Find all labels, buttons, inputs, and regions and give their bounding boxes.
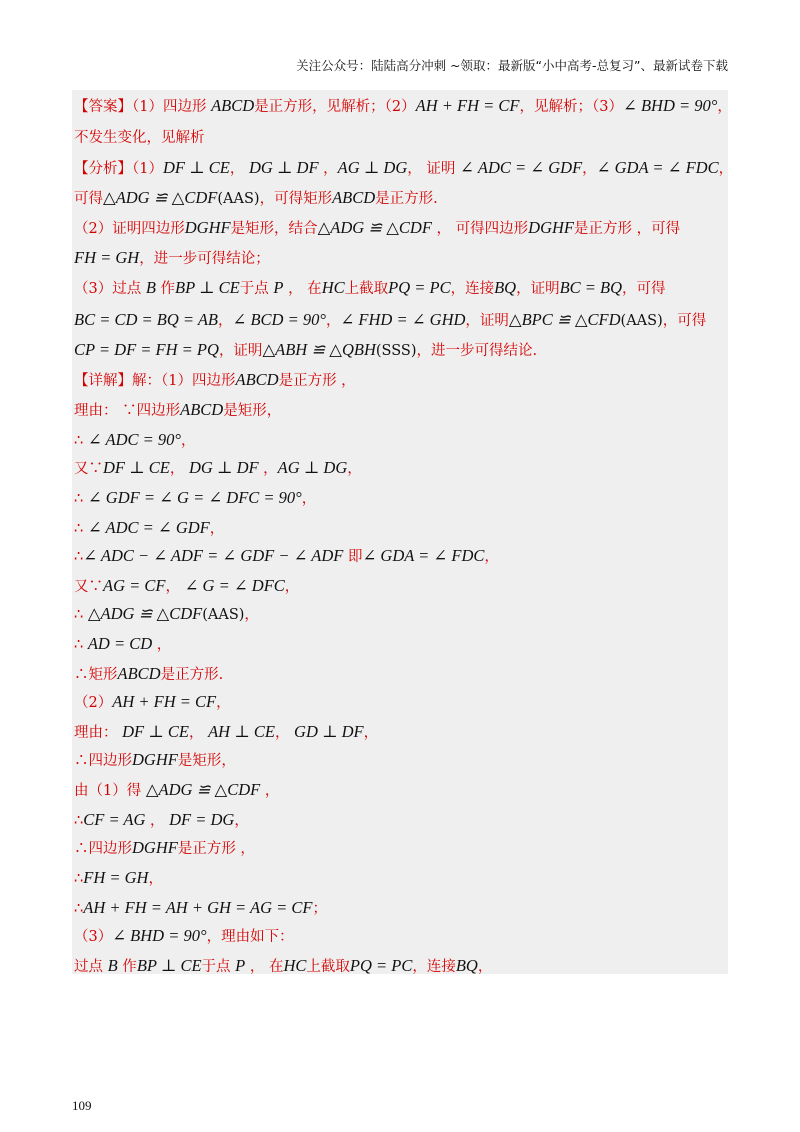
text-line — [74, 430, 195, 451]
text-run: ， — [218, 313, 233, 329]
page-number: 109 — [72, 1098, 92, 1113]
math-expression: ∠ GDA = ∠ FDC — [362, 546, 485, 565]
math-expression: ∠ GDF = ∠ G = ∠ DFC = 90° — [87, 488, 302, 507]
math-expression: HC — [283, 956, 307, 975]
text-run: ， — [274, 725, 295, 741]
math-expression: △BPC ≌ △CFD — [508, 310, 621, 329]
math-expression: BC = BQ — [559, 278, 623, 297]
text-run: 上截取 — [344, 281, 389, 297]
text-run: ，证明 — [465, 313, 509, 329]
text-run: ，可得 — [662, 313, 707, 329]
text-line — [74, 340, 537, 361]
solution-content — [72, 90, 734, 975]
text-run: ∴ — [74, 433, 88, 449]
math-expression: P — [235, 956, 246, 975]
math-expression: ABCD — [332, 188, 376, 207]
text-run: 又∵ — [74, 461, 103, 477]
text-line — [74, 956, 492, 977]
text-run: 可得 — [74, 191, 103, 207]
text-run: 上截取 — [306, 959, 350, 975]
text-line — [74, 576, 299, 597]
text-run: 于点 — [239, 281, 274, 297]
text-line — [74, 278, 666, 299]
math-expression: B — [145, 278, 156, 297]
text-line — [74, 96, 732, 117]
text-run: ∴四边形 — [74, 753, 132, 769]
text-run: ∴ — [74, 521, 88, 537]
text-run: ，证明 — [516, 281, 560, 297]
text-line — [74, 838, 255, 859]
text-run: 不发生变化，见解析 — [74, 130, 205, 146]
math-expression: BQ — [455, 956, 478, 975]
text-run: ，证明 — [218, 343, 263, 359]
math-expression: ABCD — [235, 370, 279, 389]
text-run: (AAS) — [620, 313, 663, 329]
text-line — [74, 370, 356, 391]
text-run: ∴ — [74, 637, 88, 653]
math-expression: ∠ BHD = 90° — [112, 926, 207, 945]
text-run: ，连接 — [412, 959, 456, 975]
text-run: ； — [312, 901, 327, 917]
text-run: 是正方形 ， — [177, 841, 255, 857]
math-expression: ABCD — [180, 400, 224, 419]
text-run: ， — [582, 161, 597, 177]
text-line — [74, 546, 499, 567]
text-run: 解：（1）四边形 — [132, 373, 236, 389]
text-run: ∴ — [74, 549, 84, 565]
math-expression: DGHF — [528, 218, 574, 237]
math-expression: PQ = PC — [388, 278, 451, 297]
text-run: 是矩形，结合 — [230, 221, 318, 237]
text-run: ， 证明 — [407, 161, 460, 177]
math-expression: △ADG ≌ △CDF — [103, 188, 218, 207]
math-expression: GD ⊥ DF — [294, 722, 364, 741]
text-line — [74, 248, 270, 269]
text-run: ， 在 — [283, 281, 322, 297]
text-run: 即 — [343, 549, 363, 565]
text-run: 是正方形 ， — [278, 373, 356, 389]
text-run: 作 — [155, 281, 176, 297]
text-run: ， 可得四边形 — [431, 221, 529, 237]
text-run: ， — [145, 813, 170, 829]
math-expression: DGHF — [132, 838, 178, 857]
text-run: ， — [148, 871, 163, 887]
math-expression: AG = CF — [103, 576, 166, 595]
text-run: ， — [260, 783, 280, 799]
math-expression: DF ⊥ CE — [103, 458, 170, 477]
math-expression: FH = GH — [83, 868, 149, 887]
text-run: 【详解】 — [74, 373, 132, 389]
text-run: ，可得 — [622, 281, 666, 297]
text-run: 由（1）得 — [74, 783, 146, 799]
text-run: ， — [216, 695, 231, 711]
text-run: ， — [325, 313, 341, 329]
text-run: ∴ — [74, 901, 84, 917]
text-run: ， 在 — [245, 959, 284, 975]
text-run: ， — [301, 491, 317, 507]
math-expression: ∠ BHD = 90° — [623, 96, 718, 115]
math-expression: AH + FH = CF — [112, 692, 217, 711]
text-run: ， — [234, 813, 249, 829]
text-line — [74, 634, 171, 655]
math-expression: FH = GH — [74, 248, 140, 267]
math-expression: △ABH ≌ △QBH — [262, 340, 376, 359]
math-expression: ∠ ADC = ∠ GDF — [459, 158, 583, 177]
text-run: ， — [363, 725, 379, 741]
text-line — [74, 188, 438, 209]
text-line — [74, 488, 316, 509]
math-expression: BP ⊥ CE — [175, 278, 240, 297]
text-line — [74, 692, 231, 713]
text-run: ， — [258, 461, 278, 477]
text-line — [74, 926, 294, 947]
text-run: ， — [244, 607, 259, 623]
text-line — [74, 898, 327, 919]
text-run: ， — [284, 579, 300, 595]
text-run: 理由： ∵四边形 — [74, 403, 181, 419]
math-expression: AG ⊥ DG — [337, 158, 408, 177]
text-run: ， — [347, 461, 362, 477]
math-expression: DF ⊥ CE — [162, 158, 230, 177]
text-run: 【答案】 — [74, 99, 132, 115]
text-line — [74, 458, 362, 479]
text-run: ， — [152, 637, 172, 653]
text-run: （3）过点 — [74, 281, 146, 297]
text-run: （1） — [132, 161, 163, 177]
math-expression: AG ⊥ DG — [277, 458, 348, 477]
math-expression: HC — [321, 278, 345, 297]
text-run: ∴矩形 — [74, 667, 118, 683]
text-line — [74, 218, 680, 239]
text-run: ， — [180, 433, 196, 449]
math-expression: ∠ ADC = ∠ GDF — [87, 518, 210, 537]
text-run: (AAS) — [202, 607, 245, 623]
text-line — [74, 810, 249, 831]
math-expression: ABCD — [117, 664, 161, 683]
text-line — [74, 518, 224, 539]
text-run: ， — [229, 161, 249, 177]
text-run: (AAS) — [217, 191, 260, 207]
text-run: 理由： — [74, 725, 123, 741]
math-expression: CP = DF = FH = PQ — [74, 340, 219, 359]
text-run: ， — [169, 461, 189, 477]
text-run: ，可得矩形 — [259, 191, 333, 207]
text-run: 【分析】 — [74, 161, 132, 177]
text-run: 又∵ — [74, 579, 103, 595]
text-run: 作 — [117, 959, 137, 975]
math-expression: ∠ BCD = 90° — [232, 310, 326, 329]
text-run: （3） — [74, 929, 113, 945]
text-run: ， — [717, 99, 732, 115]
math-expression: ∠ FHD = ∠ GHD — [340, 310, 466, 329]
text-line — [74, 400, 281, 421]
text-run: ， — [318, 161, 338, 177]
text-run: ∴四边形 — [74, 841, 132, 857]
text-run: ， — [188, 725, 209, 741]
text-run: 是正方形，见解析；（2） — [254, 99, 416, 115]
text-run: 于点 — [201, 959, 236, 975]
text-line — [74, 780, 279, 801]
text-run: (SSS) — [375, 343, 417, 359]
text-line — [74, 128, 205, 148]
text-run: 是矩形， — [223, 403, 282, 419]
math-expression: AH + FH = CF — [415, 96, 520, 115]
page-header: 关注公众号：陆陆高分冲刺 ~领取：最新版“小中高考-总复习”、最新试卷下载 — [296, 58, 728, 73]
math-expression: ∠ G = ∠ DFC — [184, 576, 285, 595]
math-expression: B — [107, 956, 118, 975]
text-run: ，进一步可得结论； — [139, 251, 270, 267]
text-run: ∴ — [74, 813, 84, 829]
math-expression: AH ⊥ CE — [208, 722, 275, 741]
math-expression: ABCD — [211, 96, 255, 115]
math-expression: DGHF — [132, 750, 178, 769]
math-expression: BC = CD = BQ = AB — [74, 310, 219, 329]
text-run: ∴ — [74, 607, 88, 623]
text-run: （1）四边形 — [132, 99, 212, 115]
math-expression: DG ⊥ DF — [248, 158, 319, 177]
text-line — [74, 310, 706, 331]
math-expression: △ADG ≌ △CDF — [145, 780, 261, 799]
math-expression: CF = AG — [83, 810, 146, 829]
text-run: 是正方形. — [375, 191, 438, 207]
math-expression: DF ⊥ CE — [122, 722, 189, 741]
math-expression: BQ — [494, 278, 517, 297]
text-line — [74, 750, 236, 771]
text-run: 是正方形. — [160, 667, 224, 683]
text-run: （2）证明四边形 — [74, 221, 185, 237]
text-run: ，见解析；（3） — [519, 99, 623, 115]
math-expression: △ADG ≌ △CDF — [87, 604, 203, 623]
text-run: 过点 — [74, 959, 108, 975]
math-expression: PQ = PC — [349, 956, 413, 975]
text-run: ∴ — [74, 871, 84, 887]
text-run: ， — [165, 579, 185, 595]
text-run: ，理由如下： — [206, 929, 294, 945]
math-expression: BP ⊥ CE — [136, 956, 202, 975]
text-run: 是正方形 ，可得 — [573, 221, 681, 237]
math-expression: AD = CD — [87, 634, 153, 653]
text-run: ， — [718, 161, 734, 177]
math-expression: ∠ ADC − ∠ ADF = ∠ GDF − ∠ ADF — [83, 546, 344, 565]
math-expression: ∠ ADC = 90° — [87, 430, 181, 449]
text-line — [74, 664, 223, 685]
text-run: ， — [209, 521, 225, 537]
text-run: ∴ — [74, 491, 88, 507]
math-expression: P — [273, 278, 284, 297]
math-expression: DG ⊥ DF — [188, 458, 259, 477]
text-line — [74, 722, 378, 743]
text-run: 是矩形， — [177, 753, 236, 769]
text-line — [74, 868, 163, 889]
text-run: ，连接 — [450, 281, 495, 297]
math-expression: △ADG ≌ △CDF — [317, 218, 432, 237]
math-expression: DF = DG — [169, 810, 235, 829]
math-expression: DGHF — [184, 218, 231, 237]
text-run: ， — [477, 959, 493, 975]
text-run: ，进一步可得结论. — [416, 343, 538, 359]
text-line — [74, 604, 259, 625]
math-expression: ∠ GDA = ∠ FDC — [596, 158, 719, 177]
text-line — [74, 158, 733, 179]
math-expression: AH + FH = AH + GH = AG = CF — [83, 898, 313, 917]
text-run: （2） — [74, 695, 113, 711]
text-run: ， — [484, 549, 499, 565]
